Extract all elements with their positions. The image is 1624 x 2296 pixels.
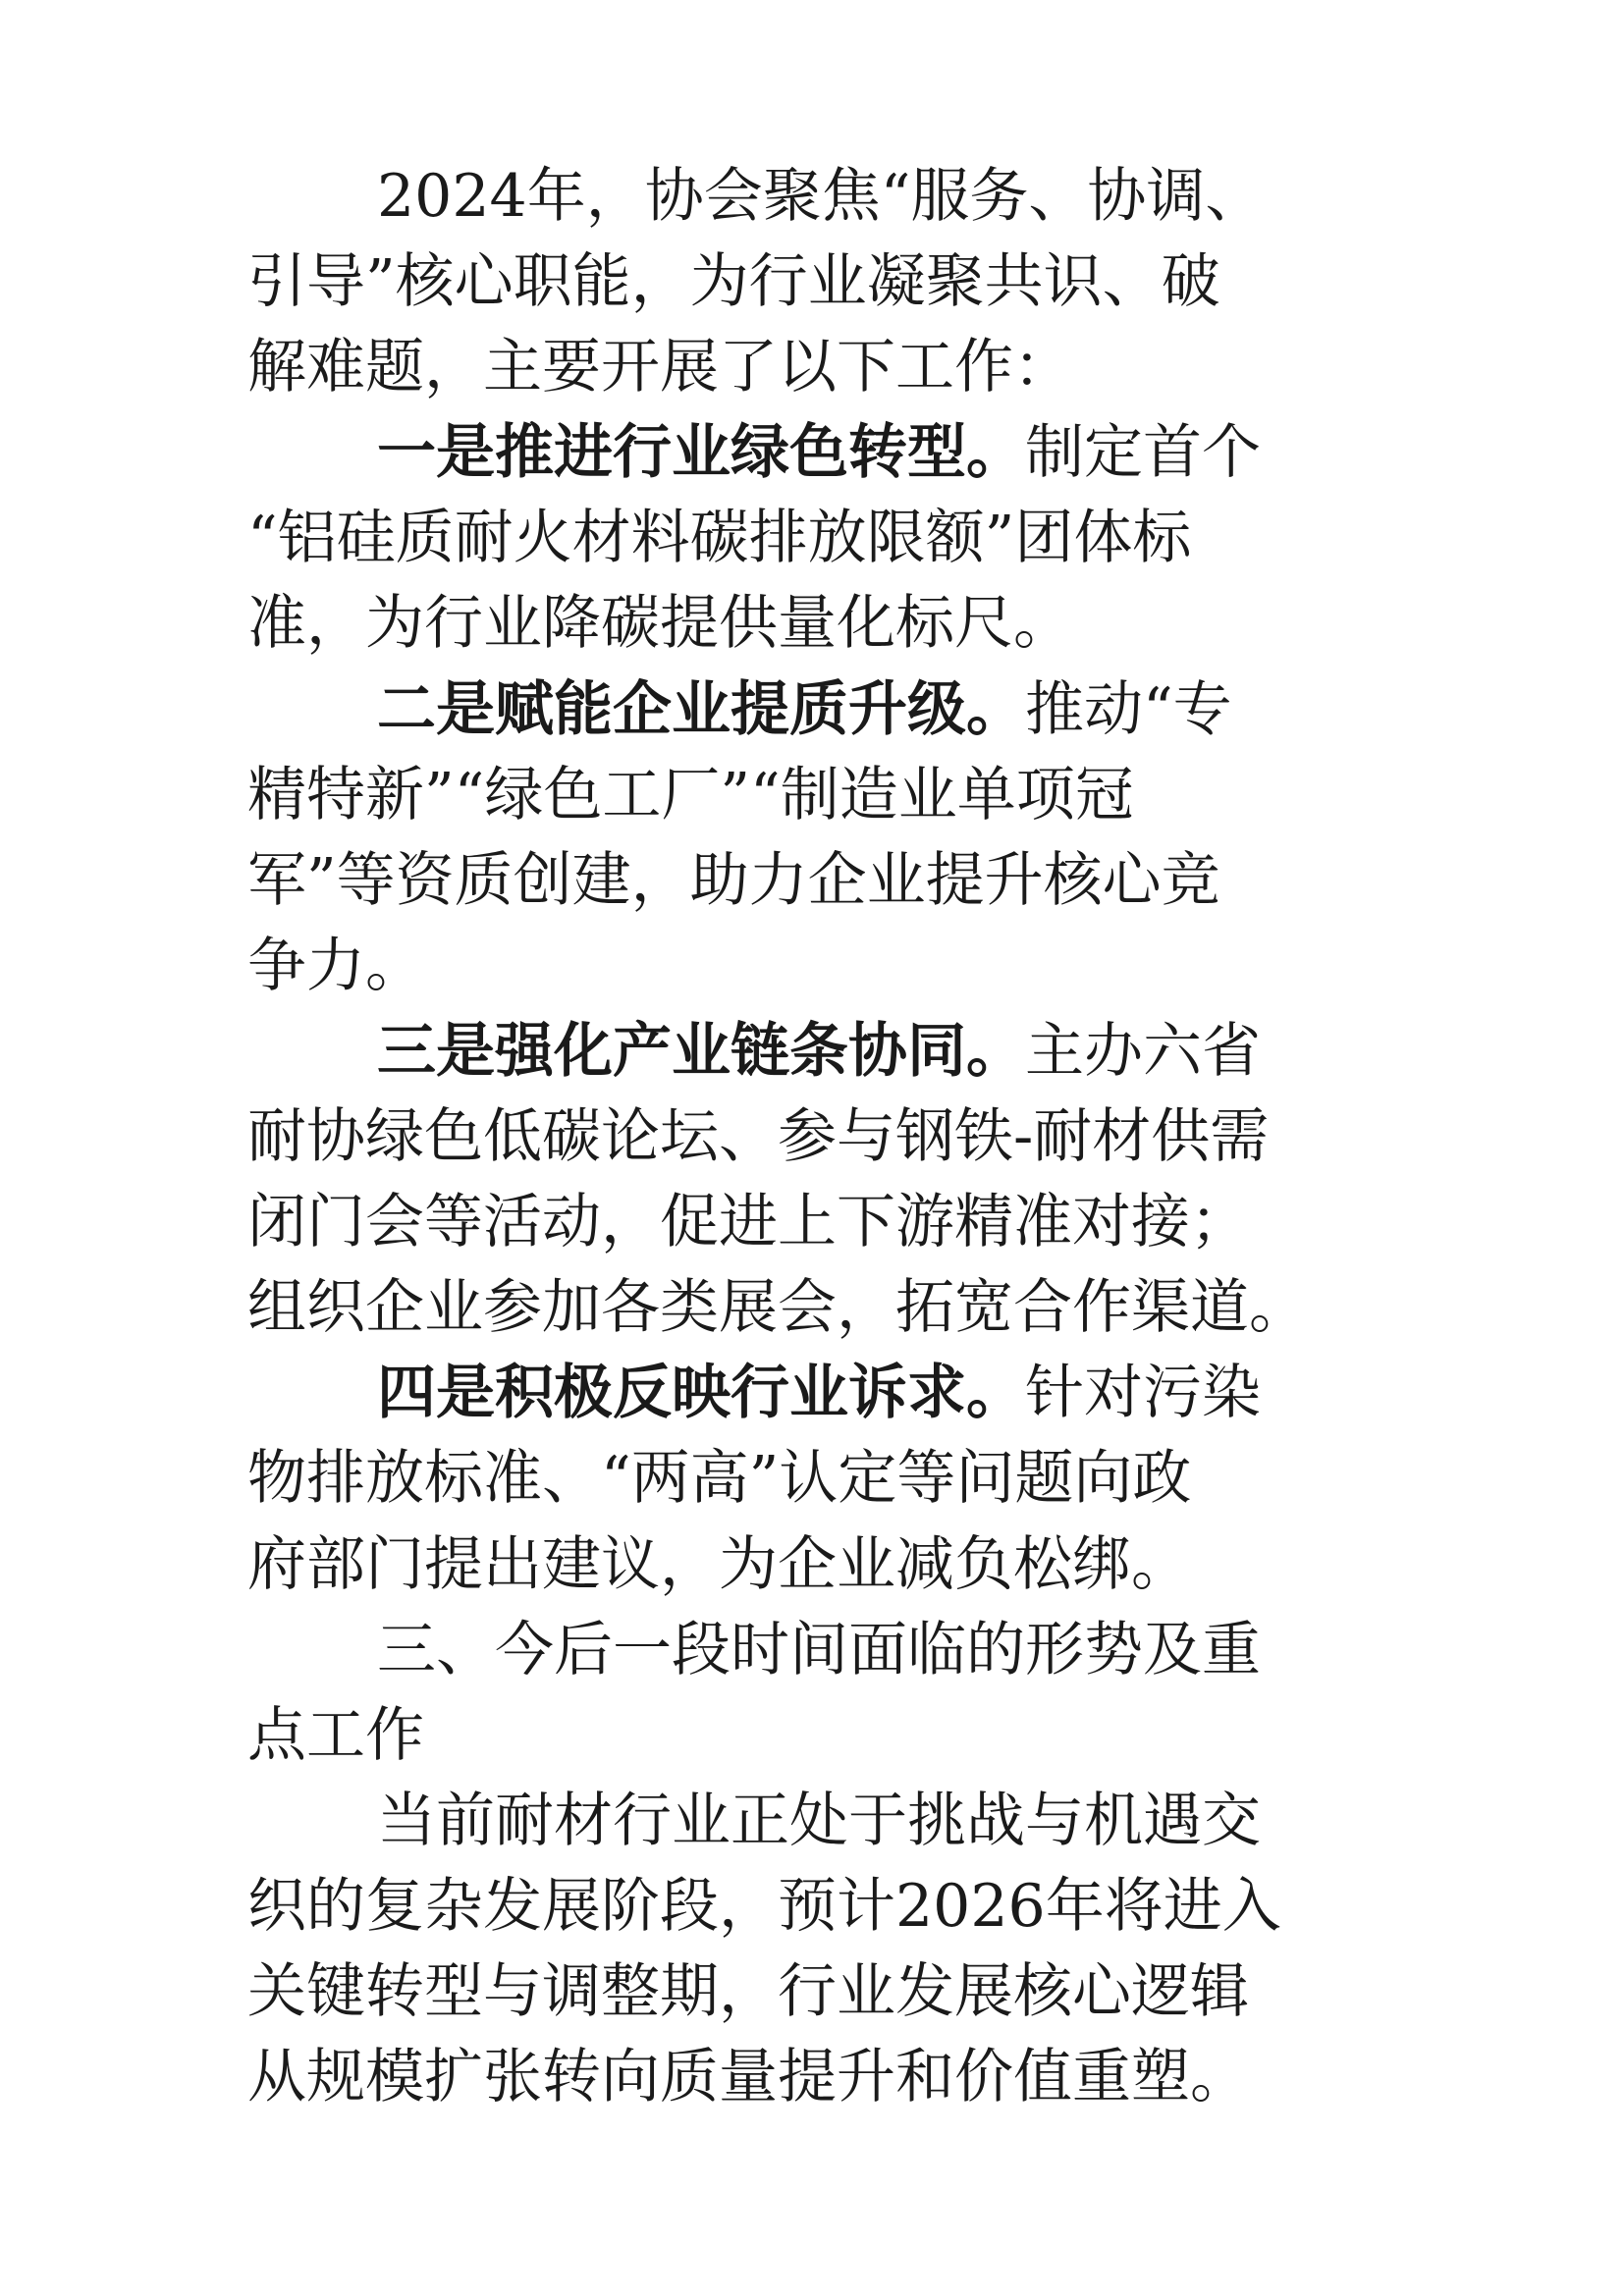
text-line: 组织企业参加各类展会，拓宽合作渠道。	[247, 1273, 1308, 1343]
item-heading: 二是赋能企业提质升级。	[377, 674, 1025, 744]
text-line: 点工作	[247, 1700, 424, 1770]
text-line: 2024年，协会聚焦“服务、协调、	[377, 162, 1265, 231]
text-line: 军”等资质创建，助力企业提升核心竞	[247, 845, 1220, 915]
paragraph-industry-appeals	[247, 1351, 1406, 1607]
text-line: 耐协绿色低碳论坛、参与钢铁-耐材供需	[247, 1102, 1270, 1172]
text-line: 当前耐材行业正处于挑战与机遇交	[377, 1786, 1261, 1855]
text-line: 闭门会等活动，促进上下游精准对接；	[247, 1188, 1249, 1257]
paragraph-enterprise-upgrade	[247, 667, 1406, 1009]
paragraph-outlook	[247, 1779, 1406, 2120]
text-line	[247, 1009, 1406, 1095]
document-body	[247, 154, 1406, 2120]
text-line: 准，为行业降碳提供量化标尺。	[247, 589, 1072, 659]
paragraph-intro	[247, 154, 1406, 410]
text-line: 府部门提出建议，为企业减负松绑。	[247, 1529, 1190, 1599]
section-heading	[247, 1608, 1406, 1779]
text-line	[247, 410, 1406, 496]
paragraph-industry-chain	[247, 1009, 1406, 1351]
text-line: 解难题，主要开展了以下工作：	[247, 333, 1072, 402]
text-line	[247, 667, 1406, 753]
item-heading: 三是强化产业链条协同。	[377, 1016, 1025, 1086]
text-line: 引导”核心职能，为行业凝聚共识、破	[247, 247, 1220, 317]
text-line: 物排放标准、“两高”认定等问题向政	[247, 1444, 1192, 1514]
item-text: 制定首个	[1025, 418, 1261, 488]
text-line: 从规模扩张转向质量提升和价值重塑。	[247, 2043, 1249, 2112]
text-line: 关键转型与调整期，行业发展核心逻辑	[247, 1956, 1249, 2026]
paragraph-green-transition	[247, 410, 1406, 667]
item-text: 主办六省	[1025, 1016, 1261, 1086]
text-line: 三、今后一段时间面临的形势及重	[377, 1615, 1261, 1684]
item-text: 推动“专	[1025, 674, 1232, 744]
item-heading: 四是积极反映行业诉求。	[377, 1359, 1025, 1428]
text-line: 精特新”“绿色工厂”“制造业单项冠	[247, 760, 1134, 829]
text-line: “铝硅质耐火材料碳排放限额”团体标	[247, 504, 1192, 573]
item-heading: 一是推进行业绿色转型。	[377, 418, 1025, 488]
text-line: 织的复杂发展阶段，预计2026年将进入	[247, 1871, 1281, 1941]
item-text: 针对污染	[1025, 1359, 1261, 1428]
text-line	[247, 1351, 1406, 1436]
text-line: 争力。	[247, 931, 424, 1000]
